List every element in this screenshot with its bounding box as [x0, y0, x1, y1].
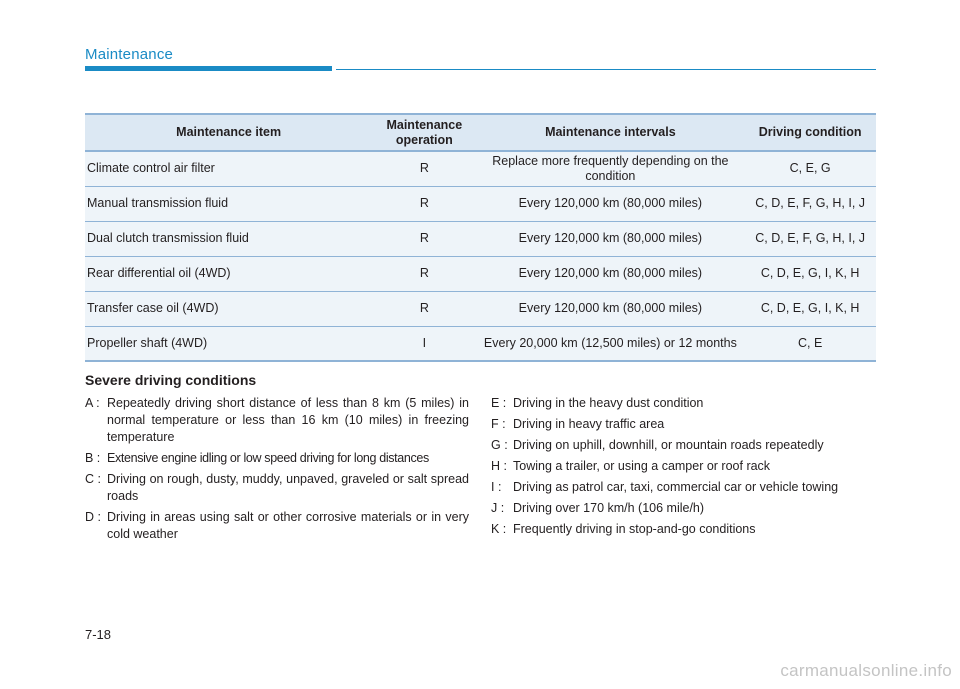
table-cell: R [372, 186, 476, 221]
table-header-row [85, 114, 876, 151]
table-cell: Propeller shaft (4WD) [85, 326, 372, 361]
condition-text: Driving in areas using salt or other corrosive materials or in very cold weather [107, 510, 469, 541]
table-row [85, 291, 876, 326]
condition-item [491, 458, 891, 475]
header-rule-thick [85, 66, 332, 71]
condition-key: A : [85, 396, 100, 410]
table-cell: R [372, 151, 476, 186]
condition-key: H : [491, 459, 507, 473]
condition-key: J : [491, 501, 505, 515]
condition-item [491, 500, 891, 517]
table-cell: Transfer case oil (4WD) [85, 291, 372, 326]
column-header: Maintenance item [85, 114, 372, 151]
column-header: Maintenance intervals [476, 114, 744, 151]
condition-item [85, 471, 469, 505]
condition-key: I : [491, 480, 502, 494]
table-cell: Climate control air filter [85, 151, 372, 186]
table-cell: Replace more frequently depending on the condition [476, 151, 744, 186]
condition-key: B : [85, 451, 101, 465]
table-cell: C, D, E, G, I, K, H [744, 256, 876, 291]
condition-text: Extensive engine idling or low speed driving for long distances [107, 451, 429, 465]
condition-text: Driving on rough, dusty, muddy, unpaved, graveled or salt spread roads [107, 472, 469, 503]
table-row [85, 151, 876, 186]
section-title: Maintenance [85, 46, 174, 63]
condition-key: D : [85, 510, 101, 524]
table-cell: C, E, G [744, 151, 876, 186]
condition-text: Driving over 170 km/h (106 mile/h) [513, 501, 705, 515]
condition-key: K : [491, 522, 507, 536]
page-number: 7-18 [85, 627, 112, 642]
severe-conditions-title: Severe driving conditions [85, 372, 257, 388]
table-cell: C, D, E, G, I, K, H [744, 291, 876, 326]
condition-item [491, 521, 891, 538]
condition-item [85, 509, 469, 543]
table-cell: Manual transmission fluid [85, 186, 372, 221]
table-cell: R [372, 291, 476, 326]
table-cell: R [372, 256, 476, 291]
table-cell: Every 20,000 km (12,500 miles) or 12 months [476, 326, 744, 361]
table-cell: Rear differential oil (4WD) [85, 256, 372, 291]
condition-text: Driving in the heavy dust condition [513, 396, 704, 410]
condition-item [491, 437, 891, 454]
table-cell: I [372, 326, 476, 361]
table-cell: C, D, E, F, G, H, I, J [744, 221, 876, 256]
maintenance-table [85, 113, 876, 362]
table-cell: Every 120,000 km (80,000 miles) [476, 256, 744, 291]
table-cell: C, D, E, F, G, H, I, J [744, 186, 876, 221]
table-row [85, 326, 876, 361]
column-header: Maintenance operation [372, 114, 476, 151]
condition-key: E : [491, 396, 507, 410]
table-cell: Dual clutch transmission fluid [85, 221, 372, 256]
table-cell: Every 120,000 km (80,000 miles) [476, 186, 744, 221]
table-row [85, 221, 876, 256]
column-header: Driving condition [744, 114, 876, 151]
condition-item [85, 395, 469, 446]
table-row [85, 256, 876, 291]
conditions-list-left [85, 395, 469, 547]
table-row [85, 186, 876, 221]
condition-item [491, 395, 891, 412]
table-cell: C, E [744, 326, 876, 361]
condition-text: Driving as patrol car, taxi, commercial car or vehicle towing [513, 480, 839, 494]
table-cell: Every 120,000 km (80,000 miles) [476, 221, 744, 256]
condition-text: Repeatedly driving short distance of less than 8 km (5 miles) in normal temperature or less than 16 km (10 miles) in freezing temperature [107, 396, 469, 444]
condition-key: F : [491, 417, 506, 431]
condition-item [491, 416, 891, 433]
condition-item [85, 450, 469, 467]
watermark: carmanualsonline.info [780, 661, 952, 680]
condition-text: Frequently driving in stop-and-go conditions [513, 522, 756, 536]
condition-key: C : [85, 472, 101, 486]
conditions-list-right [491, 395, 891, 542]
condition-item [491, 479, 891, 496]
header-rule-thin [336, 69, 876, 70]
condition-key: G : [491, 438, 508, 452]
condition-text: Towing a trailer, or using a camper or roof rack [513, 459, 771, 473]
condition-text: Driving in heavy traffic area [513, 417, 665, 431]
condition-text: Driving on uphill, downhill, or mountain roads repeatedly [513, 438, 824, 452]
table-cell: R [372, 221, 476, 256]
table-cell: Every 120,000 km (80,000 miles) [476, 291, 744, 326]
